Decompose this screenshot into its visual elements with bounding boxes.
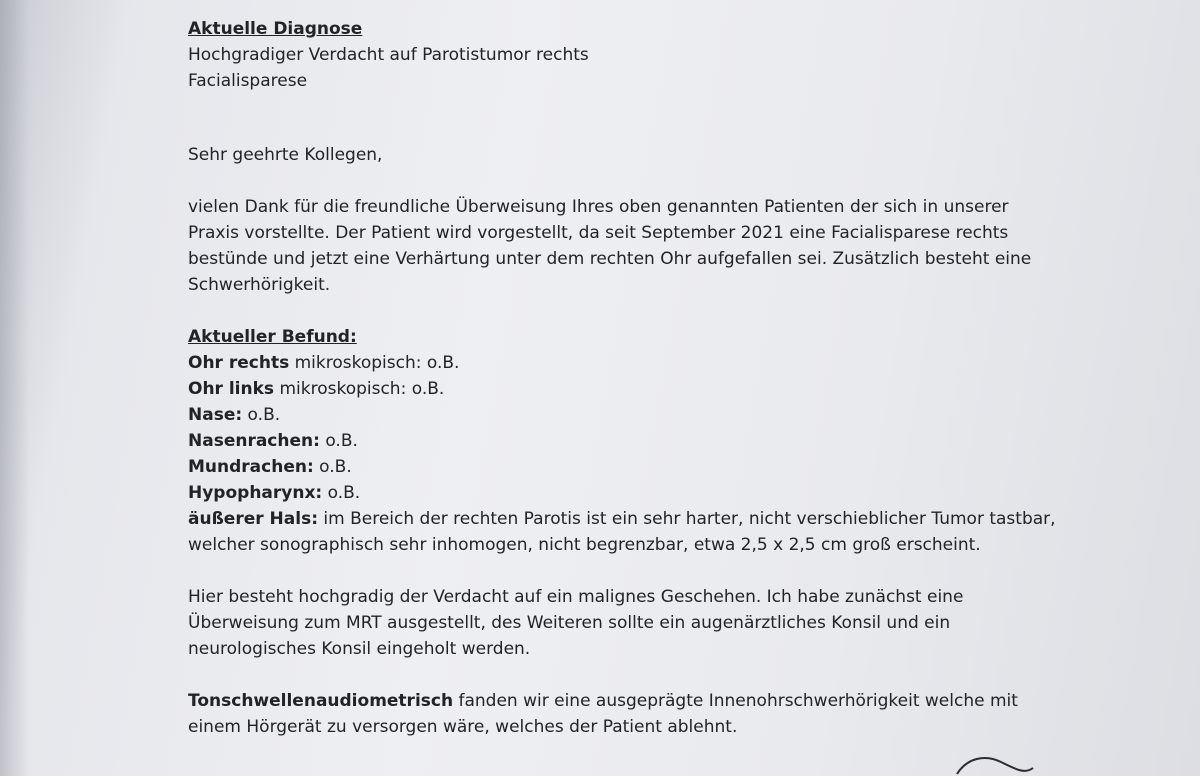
finding-text: o.B. <box>322 483 361 503</box>
finding-label: Hypopharynx: <box>188 483 323 503</box>
finding-text: o.B. <box>242 405 281 425</box>
letter-body <box>188 16 1188 740</box>
finding-label: Nasenrachen: <box>188 431 320 451</box>
assessment-line: Hier besteht hochgradig der Verdacht auf ein malignes Geschehen. Ich habe zunächst eine <box>188 587 964 607</box>
assessment-line: Überweisung zum MRT ausgestellt, des Weiteren sollte ein augenärztliches Konsil und ein <box>188 613 951 633</box>
intro-line: vielen Dank für die freundliche Überweisung Ihres oben genannten Patienten der sich in unserer <box>188 197 1009 217</box>
finding-item <box>188 480 1188 506</box>
assessment-line: neurologisches Konsil eingeholt werden. <box>188 639 531 659</box>
finding-label: Mundrachen: <box>188 457 314 477</box>
finding-continuation: welcher sonographisch sehr inhomogen, nicht begrenzbar, etwa 2,5 x 2,5 cm groß erscheint. <box>188 535 981 555</box>
signature-stroke <box>955 752 1035 776</box>
finding-item <box>188 350 1188 376</box>
finding-item <box>188 506 1188 532</box>
finding-text: o.B. <box>313 457 352 477</box>
finding-label: Ohr links <box>188 379 275 399</box>
finding-label: Nase: <box>188 405 243 425</box>
findings-heading: Aktueller Befund: <box>188 327 357 347</box>
salutation: Sehr geehrte Kollegen, <box>188 145 383 165</box>
finding-text: im Bereich der rechten Parotis ist ein sehr harter, nicht verschieblicher Tumor tastbar, <box>318 509 1056 529</box>
audiometry-text: fanden wir eine ausgeprägte Innenohrschwerhörigkeit welche mit <box>453 691 1018 711</box>
intro-line: Praxis vorstellte. Der Patient wird vorgestellt, da seit September 2021 eine Facialisparese rechts <box>188 223 1009 243</box>
audiometry-line: einem Hörgerät zu versorgen wäre, welches der Patient ablehnt. <box>188 717 738 737</box>
finding-label: äußerer Hals: <box>188 509 318 529</box>
finding-text: mikroskopisch: o.B. <box>289 353 460 373</box>
intro-line: Schwerhörigkeit. <box>188 275 331 295</box>
audiometry-label: Tonschwellenaudiometrisch <box>188 691 454 711</box>
finding-item <box>188 428 1188 454</box>
diagnosis-line: Hochgradiger Verdacht auf Parotistumor rechts <box>188 45 589 65</box>
diagnosis-heading: Aktuelle Diagnose <box>188 19 363 39</box>
page-edge-shadow <box>0 0 30 776</box>
finding-label: Ohr rechts <box>188 353 290 373</box>
finding-item <box>188 402 1188 428</box>
finding-item <box>188 454 1188 480</box>
finding-item <box>188 376 1188 402</box>
intro-line: bestünde und jetzt eine Verhärtung unter dem rechten Ohr aufgefallen sei. Zusätzlich besteht eine <box>188 249 1032 269</box>
diagnosis-line: Facialisparese <box>188 71 308 91</box>
audiometry-line <box>188 688 1188 714</box>
finding-text: o.B. <box>319 431 358 451</box>
finding-text: mikroskopisch: o.B. <box>274 379 445 399</box>
